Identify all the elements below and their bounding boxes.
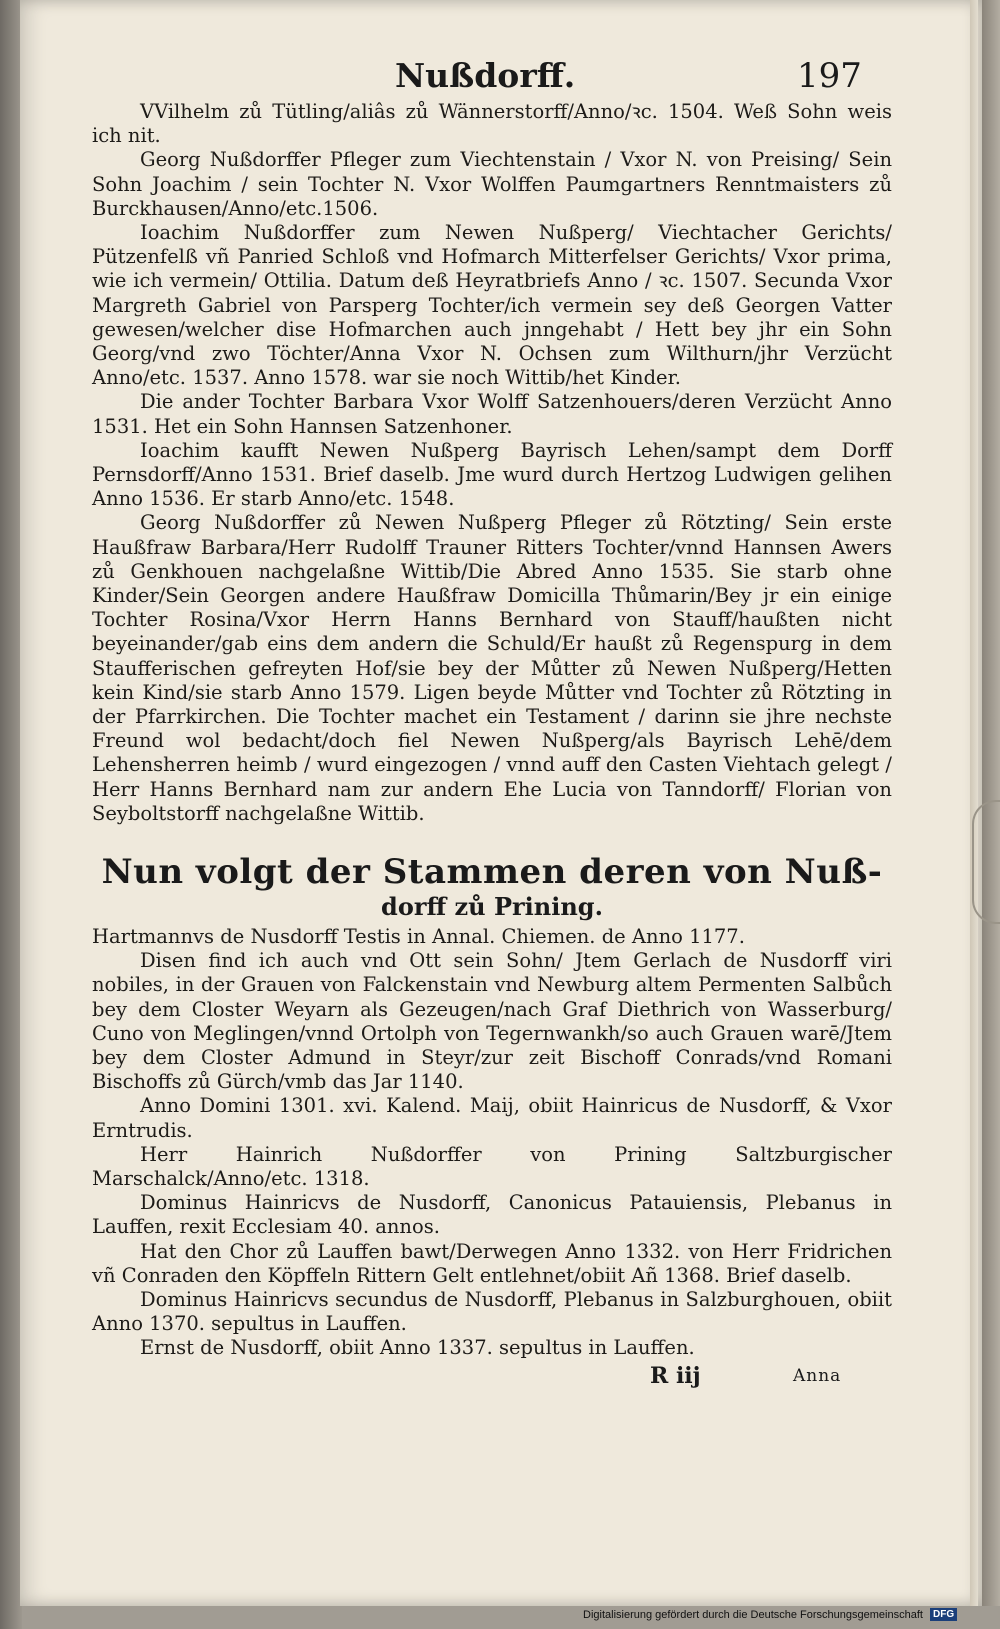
page-tab-marker [972,800,1000,924]
digitization-credit: Digitalisierung gefördert durch die Deutsche Forschungsgemeinschaft [583,1609,923,1621]
running-head-title: Nußdorff. [395,56,576,95]
text-block-prining [92,925,892,1361]
paragraph: Georg Nußdorffer zů Newen Nußperg Pfleger zů Rötzting/ Sein erste Haußfraw Barbara/Herr Rudolff Trauner Ritters Tochter/vnnd Hannsen Awers zů Genkhouen nachgelaßne Wittib/Die Abred Anno 1535. Sie starb ohne Kinder/Sein Georgen andere Haußfraw Domicilla Thůmarin/Bey jr ein einige Tochter Rosina/Vxor Herrn Hanns Bernhard von Stauff/haußten nicht beyeinander/gab eins dem andern die Schuld/Er haußt zů Regenspurg in dem Staufferischen gefreyten Hof/sie bey der Můtter zů Newen Nußperg/Hetten kein Kind/sie starb Anno 1579. Ligen beyde Můtter vnd Tochter zů Rötzting in der Pfarrkirchen. Die Tochter machet ein Testament / darinn sie jhre nechste Freund wol bedacht/doch fiel Newen Nußperg/als Bayrisch Lehē/dem Lehensherren heimb / wurd eingezogen / vnnd auff den Casten Viehtach gelegt / Herr Hanns Bernhard nam zur andern Ehe Lucia von Tanndorff/ Florian von Seyboltstorff nachgelaßne Wittib. [92,511,892,825]
paragraph: VVilhelm zů Tütling/aliâs zů Wännerstorff/Anno/ꝛc. 1504. Weß Sohn weis ich nit. [92,100,892,148]
text-block-genealogy [92,100,892,826]
paragraph: Hartmannvs de Nusdorff Testis in Annal. Chiemen. de Anno 1177. [92,925,745,948]
paragraph: Dominus Hainricvs de Nusdorff, Canonicus Patauiensis, Plebanus in Lauffen, rexit Ecclesiam 40. annos. [92,1191,892,1239]
page-number: 197 [797,56,862,96]
page-edge [970,0,978,1606]
paragraph: Ioachim Nußdorffer zum Newen Nußperg/ Viechtacher Gerichts/ Pützenfelß vñ Panried Schloß vnd Hofmarch Mitterfelser Gerichts/ Vxor prima, wie ich vermein/ Ottilia. Datum deß Heyratbriefs Anno / ꝛc. 1507. Secunda Vxor Margreth Gabriel von Parsperg Tochter/ich vermein sey deß Georgen Vatter gewesen/welcher dise Hofmarchen auch jnngehabt / Hett bey jhr ein Sohn Georg/vnd zwo Töchter/Anna Vxor N. Ochsen zum Wilthurn/jhr Verzücht Anno/etc. 1537. Anno 1578. war sie noch Wittib/het Kinder. [92,221,892,390]
paragraph: Die ander Tochter Barbara Vxor Wolff Satzenhouers/deren Verzücht Anno 1531. Het ein Sohn Hannsen Satzenhoner. [92,390,892,438]
paragraph: Hat den Chor zů Lauffen bawt/Derwegen Anno 1332. von Herr Fridrichen vñ Conraden den Köpffeln Rittern Gelt entlehnet/obiit Añ 1368. Brief daselb. [92,1239,892,1287]
section-heading: Nun volgt der Stammen deren von Nuß- [101,852,883,892]
paragraph: Disen find ich auch vnd Ott sein Sohn/ Jtem Gerlach de Nusdorff viri nobiles, in der Grauen von Falckenstain vnd Newburg altem Permenten Salbůch bey dem Closter Weyarn als Gezeugen/nach Graf Diethrich von Wasserburg/ Cuno von Meglingen/vnnd Ortolph von Tegernwankh/so auch Grauen warē/Jtem bey dem Closter Admund in Steyr/zur zeit Bischoff Conrads/vnd Romani Bischoffs zů Gürch/vmb das Jar 1140. [92,949,892,1094]
catchword: Anna [793,1366,842,1386]
paragraph: Ernst de Nusdorff, obiit Anno 1337. sepultus in Lauffen. [140,1336,695,1360]
paragraph: Herr Hainrich Nußdorffer von Prining Saltzburgischer Marschalck/Anno/etc. 1318. [92,1142,892,1191]
signature-mark: R iij [650,1363,701,1389]
scan-binding-shadow [0,0,22,1629]
paragraph: Georg Nußdorffer Pfleger zum Viechtenstain / Vxor N. von Preising/ Sein Sohn Joachim / sein Tochter N. Vxor Wolffen Paumgartners Renntmaisters zů Burckhausen/Anno/etc.1506. [92,148,892,220]
paragraph: Ioachim kaufft Newen Nußperg Bayrisch Lehen/sampt dem Dorff Pernsdorff/Anno 1531. Brief daselb. Jme wurd durch Hertzog Ludwigen gelihen Anno 1536. Er starb Anno/etc. 1548. [92,438,892,511]
paragraph: Dominus Hainricvs secundus de Nusdorff, Plebanus in Salzburghouen, obiit Anno 1370. sepultus in Lauffen. [92,1288,892,1336]
dfg-logo: DFG [930,1608,957,1621]
paragraph: Anno Domini 1301. xvi. Kalend. Maij, obiit Hainricus de Nusdorff, & Vxor Erntrudis. [92,1094,892,1142]
section-subheading: dorff zů Prining. [381,892,603,921]
